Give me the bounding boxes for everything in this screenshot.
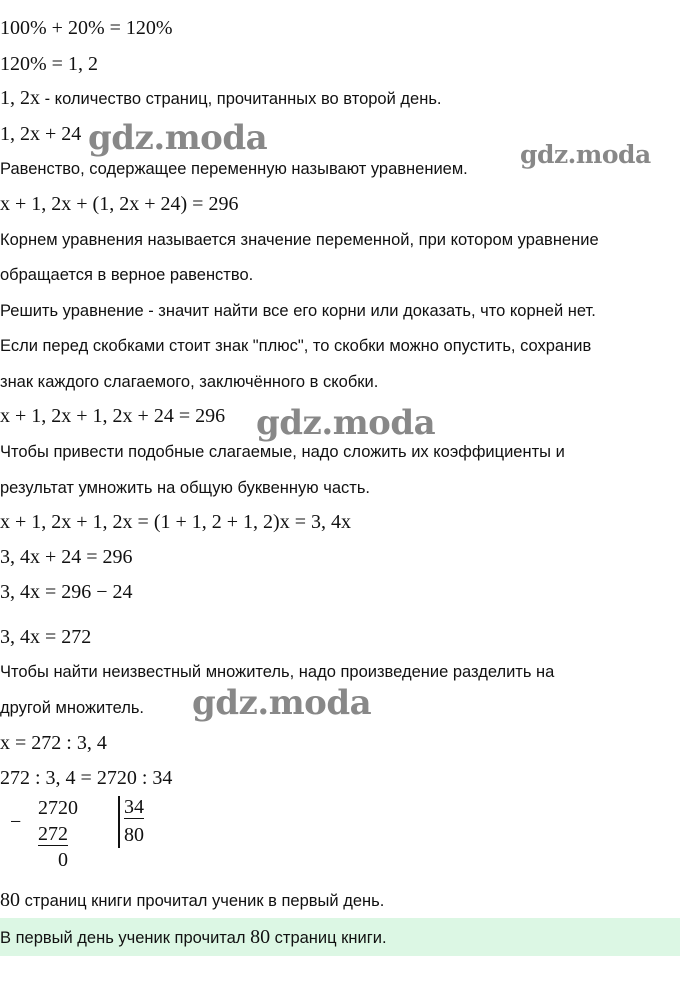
watermark: gdz.moda — [88, 118, 268, 158]
answer-number: 80 — [250, 926, 271, 948]
equation-moved: 3, 4x = 296 − 24 — [0, 581, 133, 603]
equation-x: x = 272 : 3, 4 — [0, 732, 107, 754]
conclusion-line — [0, 889, 384, 912]
expression-third-day: 1, 2x + 24 — [0, 123, 82, 145]
equation-percent-sum: 100% + 20% = 120% — [0, 17, 173, 39]
rule-brackets-line1: Если перед скобками стоит знак "плюс", то скобки можно опустить, сохранив — [0, 337, 592, 355]
rule-like-terms-line1: Чтобы привести подобные слагаемые, надо сложить их коэффициенты и — [0, 443, 565, 461]
equation-like-terms: x + 1, 2x + 1, 2x = (1 + 1, 2 + 1, 2)x = 3, 4x — [0, 511, 351, 533]
equation-result: 3, 4x = 272 — [0, 626, 92, 648]
watermark: gdz.moda — [256, 403, 436, 443]
division-remainder: 0 — [58, 849, 68, 871]
inline-math: 80 — [0, 889, 20, 911]
answer-box — [0, 918, 680, 956]
division-divisor: 34 — [124, 796, 144, 818]
answer-text-before: В первый день ученик прочитал — [0, 929, 251, 947]
equation-simplified: 3, 4x + 24 = 296 — [0, 546, 133, 568]
rule-like-terms-line2: результат умножить на общую буквенную часть. — [0, 479, 371, 497]
rule-factor-line1: Чтобы найти неизвестный множитель, надо произведение разделить на — [0, 663, 555, 681]
division-minus-sign: − — [10, 811, 22, 833]
rule-root-line1: Корнем уравнения называется значение переменной, при котором уравнение — [0, 231, 599, 249]
equation-main: x + 1, 2x + (1, 2x + 24) = 296 — [0, 193, 239, 215]
answer-text — [0, 926, 387, 949]
rule-solve: Решить уравнение - значит найти все его корни или доказать, что корней нет. — [0, 302, 596, 320]
inline-math: 1, 2x — [0, 87, 40, 109]
definition-text: - количество страниц, прочитанных во второй день. — [40, 90, 442, 108]
division-dividend: 2720 — [38, 797, 78, 819]
second-day-definition — [0, 87, 442, 110]
division-vertical-bar — [118, 796, 120, 848]
division-subtrahend: 272 — [38, 823, 68, 845]
conclusion-text: страниц книги прочитал ученик в первый день. — [20, 892, 385, 910]
watermark: gdz.moda — [520, 140, 651, 169]
equation-percent-decimal: 120% = 1, 2 — [0, 53, 98, 75]
equation-division: 272 : 3, 4 = 2720 : 34 — [0, 767, 173, 789]
answer-text-after: страниц книги. — [270, 929, 387, 947]
rule-brackets-line2: знак каждого слагаемого, заключённого в скобки. — [0, 373, 379, 391]
watermark: gdz.moda — [192, 683, 372, 723]
rule-factor-line2: другой множитель. — [0, 699, 145, 717]
division-quotient: 80 — [124, 824, 144, 846]
equation-expanded: x + 1, 2x + 1, 2x + 24 = 296 — [0, 405, 226, 427]
rule-equation-definition: Равенство, содержащее переменную называют уравнением. — [0, 160, 468, 178]
rule-root-line2: обращается в верное равенство. — [0, 266, 254, 284]
